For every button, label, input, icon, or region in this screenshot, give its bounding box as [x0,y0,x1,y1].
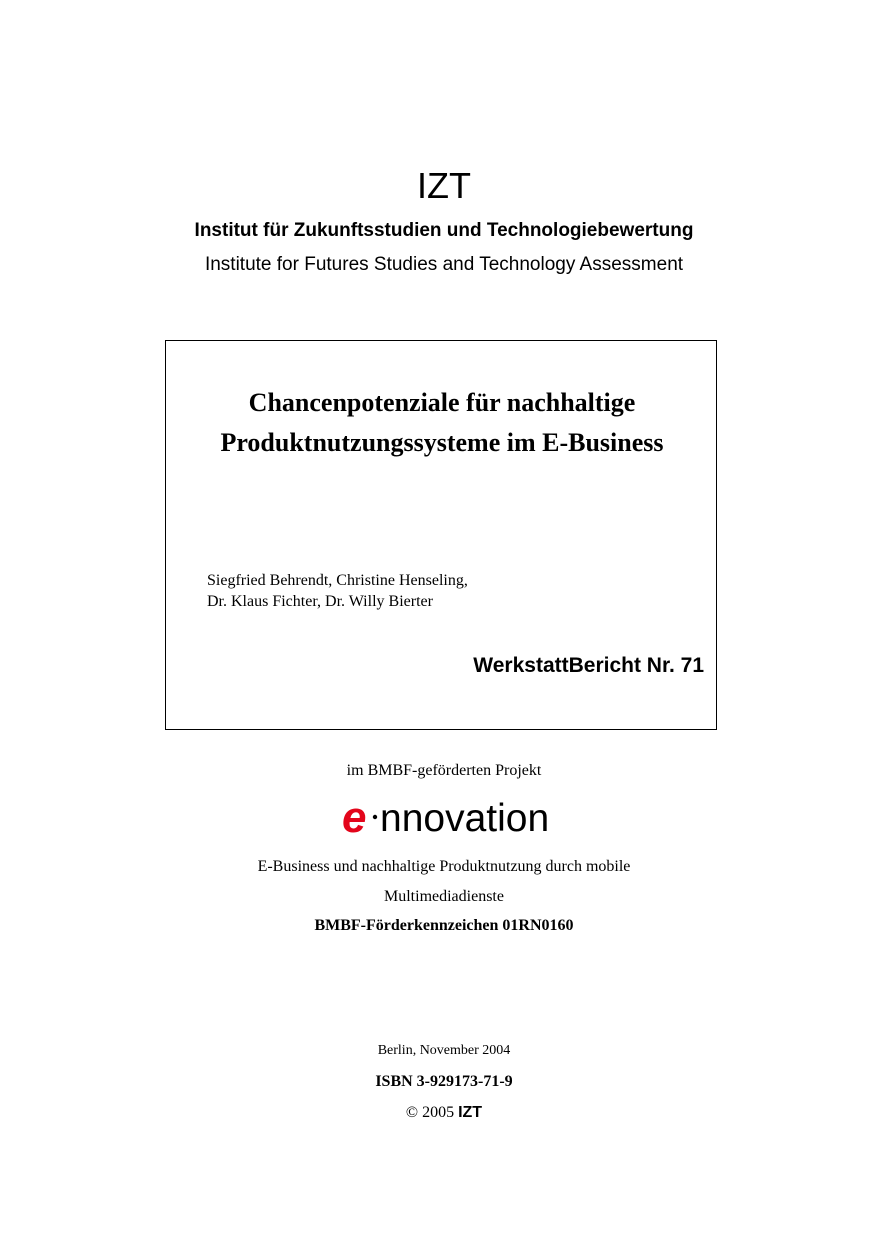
isbn: ISBN 3-929173-71-9 [375,1073,513,1090]
place-date: Berlin, November 2004 [377,1043,511,1058]
authors-line-1: Siegfried Behrendt, Christine Henseling, [207,572,468,589]
ennovation-logo-e: e [342,793,367,840]
institute-name-german: Institut für Zukunftsstudien und Technologiebewertung [194,220,694,241]
document-title-line-2: Produktnutzungssysteme im E-Business [220,428,664,457]
ennovation-logo-text: nnovation [380,797,550,840]
project-description-line-1: E-Business und nachhaltige Produktnutzung durch mobile [257,858,631,875]
ennovation-logo-dot [373,815,377,819]
document-title-line-1: Chancenpotenziale für nachhaltige [248,388,636,417]
copyright-org: IZT [458,1104,483,1121]
copyright [0,1102,888,1124]
institute-name-english: Institute for Futures Studies and Technology Assessment [204,254,684,275]
authors-line-2: Dr. Klaus Fichter, Dr. Willy Bierter [207,593,433,610]
funding-code: BMBF-Förderkennzeichen 01RN0160 [314,917,574,934]
project-intro: im BMBF-geförderten Projekt [346,762,542,779]
title-box [165,340,717,730]
project-description-line-2: Multimediadienste [384,888,504,905]
report-number: WerkstattBericht Nr. 71 [473,654,704,677]
institute-acronym: IZT [417,165,471,206]
copyright-prefix: © 2005 [405,1104,455,1121]
ennovation-logo [340,790,580,840]
